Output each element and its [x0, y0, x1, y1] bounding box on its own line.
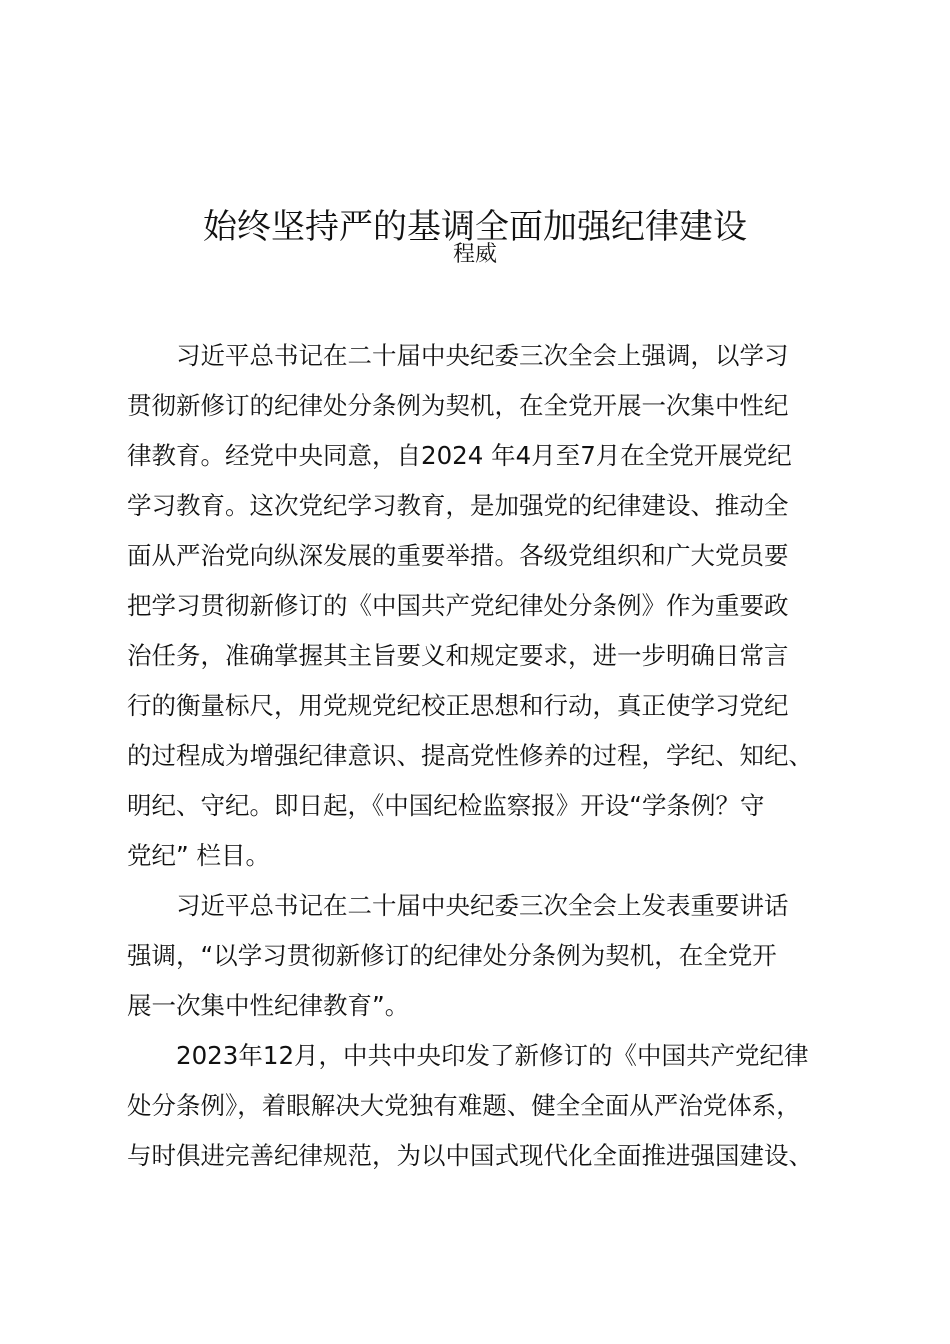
paragraph-1-line-5: 面从严治党向纵深发展的重要举措。各级党组织和广大党员要 [127, 541, 789, 570]
paragraph-1-line-7: 治任务，准确掌握其主旨要义和规定要求，进一步明确日常言 [127, 641, 789, 670]
paragraph-2-line-1: 习近平总书记在二十届中央纪委三次全会上发表重要讲话 [176, 891, 789, 920]
paragraph-1-line-11: 党纪” 栏目。 [127, 841, 270, 870]
paragraph-1-line-6: 把学习贯彻新修订的《中国共产党纪律处分条例》作为重要政 [127, 591, 789, 620]
paragraph-3-line-1: 2023年12月，中共中央印发了新修订的《中国共产党纪律 [176, 1041, 809, 1070]
paragraph-1-line-10: 明纪、守纪。即日起，《中国纪检监察报》开设“学条例？守 [127, 791, 765, 820]
document-title: 始终坚持严的基调全面加强纪律建设 [203, 206, 747, 247]
paragraph-1-line-8: 行的衡量标尺，用党规党纪校正思想和行动，真正使学习党纪 [127, 691, 789, 720]
paragraph-1-line-9: 的过程成为增强纪律意识、提高党性修养的过程，学纪、知纪、 [127, 741, 813, 770]
paragraph-3-line-3: 与时俱进完善纪律规范，为以中国式现代化全面推进强国建设、 [127, 1141, 813, 1170]
paragraph-1-line-1: 习近平总书记在二十届中央纪委三次全会上强调，以学习 [176, 341, 789, 370]
paragraph-1-line-4: 学习教育。这次党纪学习教育，是加强党的纪律建设、推动全 [127, 491, 789, 520]
paragraph-2-line-2: 强调，“以学习贯彻新修订的纪律处分条例为契机，在全党开 [127, 941, 777, 970]
document-body [127, 331, 862, 1181]
paragraph-3-line-2: 处分条例》，着眼解决大党独有难题、健全全面从严治党体系， [127, 1091, 801, 1120]
document-author: 程威 [452, 242, 497, 267]
paragraph-1-line-3: 律教育。经党中央同意，自2024 年4月至7月在全党开展党纪 [127, 441, 792, 470]
paragraph-2-line-3: 展一次集中性纪律教育”。 [127, 991, 410, 1020]
paragraph-1-line-2: 贯彻新修订的纪律处分条例为契机，在全党开展一次集中性纪 [127, 391, 789, 420]
